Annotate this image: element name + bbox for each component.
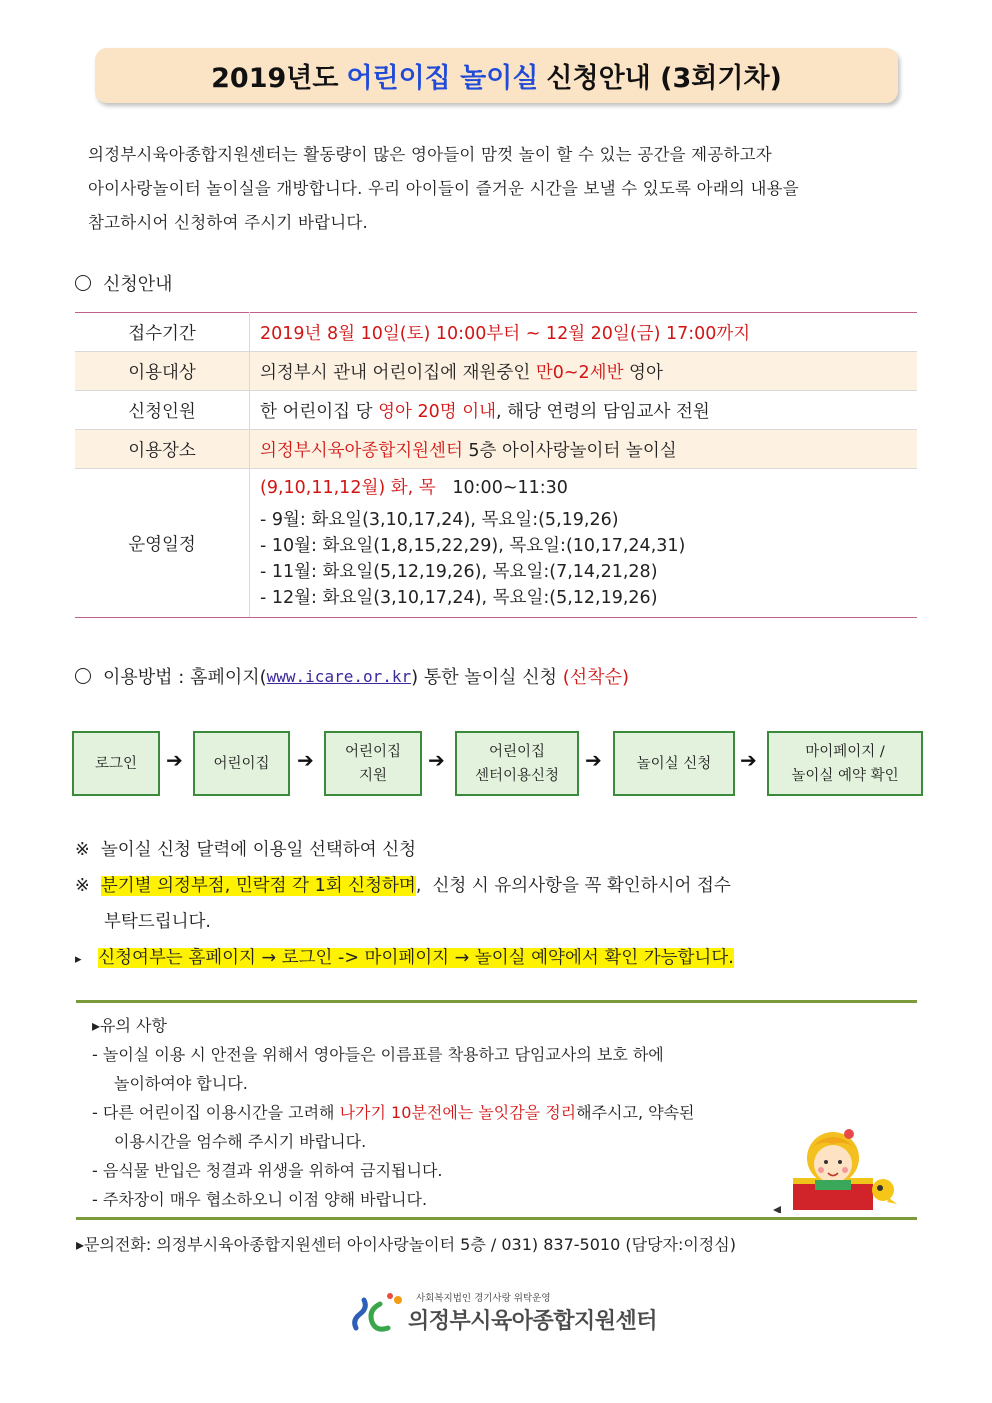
flow-step-label: 놀이실 신청 bbox=[636, 755, 712, 772]
caution-highlight: 나가기 10분전에는 놀잇감을 정리 bbox=[339, 1103, 577, 1122]
caution-line: - 주차장이 매우 협소하오니 이점 양해 바랍니다. bbox=[92, 1190, 428, 1209]
section-heading-apply bbox=[75, 270, 173, 296]
value-highlight: 영아 20명 이내 bbox=[378, 401, 497, 422]
note-quarterly-cont: 부탁드립니다. bbox=[104, 912, 211, 932]
schedule-head bbox=[260, 475, 917, 501]
intro-line: 참고하시어 신청하여 주시기 바랍니다. bbox=[88, 213, 369, 232]
table-row bbox=[75, 313, 917, 352]
flow-step-playroom-apply bbox=[613, 731, 735, 796]
value-text: 한 어린이집 당 bbox=[260, 401, 379, 422]
first-come-label: (선착순) bbox=[562, 667, 629, 688]
flow-step-label: 놀이실 예약 확인 bbox=[791, 767, 899, 784]
schedule-days: (9,10,11,12월) 화, 목 bbox=[260, 478, 436, 498]
schedule-line: - 10월: 화요일(1,8,15,22,29), 목요일:(10,17,24,31) bbox=[260, 536, 686, 556]
note-confirm bbox=[75, 944, 734, 969]
logo-subtitle: 사회복지법인 경기사랑 위탁운영 bbox=[416, 1293, 551, 1304]
caution-line: - 놀이실 이용 시 안전을 위해서 영아들은 이름표를 착용하고 담임교사의 보호 하에 bbox=[92, 1045, 664, 1064]
value-text: 5층 아이사랑놀이터 놀이실 bbox=[462, 440, 677, 461]
flow-step-mypage bbox=[767, 731, 923, 796]
flow-step-label: 센터이용신청 bbox=[474, 767, 560, 784]
schedule-line: - 11월: 화요일(5,12,19,26), 목요일:(7,14,21,28) bbox=[260, 562, 658, 582]
intro-paragraph bbox=[88, 138, 918, 240]
flow-step-label: 마이페이지 / bbox=[805, 743, 885, 760]
value-text: 의정부시 관내 어린이집에 재원중인 bbox=[260, 362, 536, 383]
child-illustration bbox=[771, 1118, 911, 1213]
caution-box bbox=[76, 1000, 917, 1220]
title-highlight: 어린이집 놀이실 bbox=[346, 63, 539, 94]
title-prefix: 2019년도 bbox=[211, 63, 339, 94]
table-row bbox=[75, 469, 917, 618]
contact-line: ▸문의전화: 의정부시육아종합지원센터 아이사랑놀이터 5층 / 031) 837-5010 (담당자:이정심) bbox=[76, 1235, 736, 1254]
row-value bbox=[250, 352, 918, 391]
period-value: 2019년 8월 10일(토) 10:00부터 ~ 12월 20일(금) 17:00까지 bbox=[260, 323, 751, 344]
caution-text bbox=[92, 1011, 695, 1214]
value-highlight: 의정부시육아종합지원센터 bbox=[260, 440, 463, 461]
row-key: 운영일정 bbox=[75, 469, 250, 618]
flow-step-daycare-support bbox=[324, 731, 422, 796]
flow-step-label: 지원 bbox=[358, 767, 387, 784]
arrow-right-icon: ➔ bbox=[585, 748, 602, 772]
flow-step-label: 로그인 bbox=[94, 755, 138, 772]
caution-line: 이용시간을 엄수해 주시기 바랍니다. bbox=[114, 1132, 367, 1151]
method-text: ) 통한 놀이실 신청 bbox=[411, 667, 563, 688]
schedule-cell bbox=[250, 469, 918, 618]
homepage-link[interactable]: www.icare.or.kr bbox=[266, 666, 412, 686]
value-text: , 해당 연령의 담임교사 전원 bbox=[496, 401, 710, 422]
intro-line: 아이사랑놀이터 놀이실을 개방합니다. 우리 아이들이 즐거운 시간을 보낼 수 있도록 아래의 내용을 bbox=[88, 179, 799, 198]
logo-mark-icon bbox=[350, 1292, 408, 1336]
note-text: 놀이실 신청 달력에 이용일 선택하여 신청 bbox=[100, 840, 417, 860]
caution-heading: ▸유의 사항 bbox=[92, 1016, 167, 1035]
intro-line: 의정부시육아종합지원센터는 활동량이 많은 영아들이 맘껏 놀이 할 수 있는 공간을 제공하고자 bbox=[88, 145, 772, 164]
flow-step-daycare bbox=[193, 731, 290, 796]
note-text: , 신청 시 유의사항을 꼭 확인하시어 접수 bbox=[415, 876, 731, 896]
flow-step-label: 어린이집 bbox=[344, 743, 402, 760]
caution-line: 놀이하여야 합니다. bbox=[114, 1074, 248, 1093]
section-heading-text: 신청안내 bbox=[103, 274, 173, 295]
caution-line: - 음식물 반입은 청결과 위생을 위하여 금지됩니다. bbox=[92, 1161, 443, 1180]
circle-bullet-icon bbox=[75, 275, 91, 291]
value-text: 영아 bbox=[623, 362, 663, 383]
page-title bbox=[95, 48, 898, 103]
table-row bbox=[75, 391, 917, 430]
flow-step-center-apply bbox=[455, 731, 579, 796]
caution-line bbox=[92, 1098, 695, 1127]
row-key: 접수기간 bbox=[75, 313, 250, 352]
note-quarterly bbox=[75, 872, 731, 897]
triangle-bullet-icon: ▸ bbox=[75, 952, 82, 967]
table-row bbox=[75, 430, 917, 469]
section-heading-method bbox=[75, 663, 629, 689]
logo-name: 의정부시육아종합지원센터 bbox=[408, 1309, 658, 1334]
flow-step-login bbox=[72, 731, 160, 796]
method-text: 이용방법 : 홈페이지( bbox=[103, 667, 267, 688]
row-key: 신청인원 bbox=[75, 391, 250, 430]
schedule-time: 10:00~11:30 bbox=[452, 478, 568, 498]
schedule-line: - 12월: 화요일(3,10,17,24), 목요일:(5,12,19,26) bbox=[260, 588, 658, 608]
center-logo bbox=[350, 1288, 658, 1338]
value-highlight: 만0~2세반 bbox=[535, 362, 624, 383]
flow-step-label: 어린이집 bbox=[213, 755, 270, 772]
note-highlight: 분기별 의정부점, 민락점 각 1회 신청하며 bbox=[100, 876, 416, 896]
reference-mark-icon: ※ bbox=[75, 840, 90, 860]
row-key: 이용대상 bbox=[75, 352, 250, 391]
arrow-right-icon: ➔ bbox=[428, 748, 445, 772]
table-row bbox=[75, 352, 917, 391]
reference-mark-icon: ※ bbox=[75, 876, 90, 896]
arrow-right-icon: ➔ bbox=[166, 748, 183, 772]
title-suffix: 신청안내 (3회기차) bbox=[546, 63, 782, 94]
row-key: 이용장소 bbox=[75, 430, 250, 469]
caution-text-part: 해주시고, 약속된 bbox=[576, 1103, 695, 1122]
arrow-right-icon: ➔ bbox=[297, 748, 314, 772]
flow-step-label: 어린이집 bbox=[488, 743, 545, 760]
note-calendar bbox=[75, 836, 416, 861]
caution-text-part: - 다른 어린이집 이용시간을 고려해 bbox=[92, 1103, 340, 1122]
row-value bbox=[250, 313, 918, 352]
row-value bbox=[250, 391, 918, 430]
circle-bullet-icon bbox=[75, 668, 91, 684]
arrow-right-icon: ➔ bbox=[740, 748, 757, 772]
info-table bbox=[75, 312, 917, 618]
row-value bbox=[250, 430, 918, 469]
schedule-line: - 9월: 화요일(3,10,17,24), 목요일:(5,19,26) bbox=[260, 510, 619, 530]
note-highlight: 신청여부는 홈페이지 → 로그인 -> 마이페이지 → 놀이실 예약에서 확인 가능합니다. bbox=[98, 948, 734, 968]
